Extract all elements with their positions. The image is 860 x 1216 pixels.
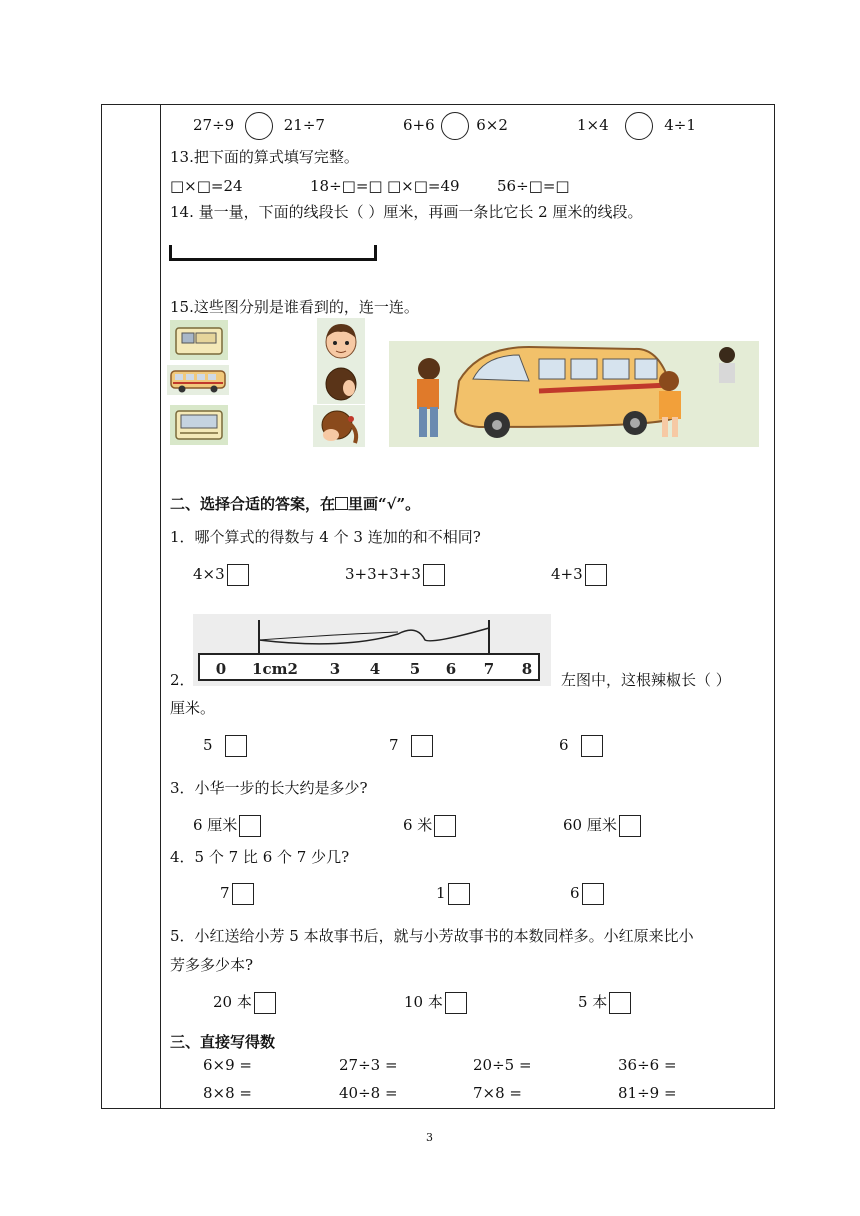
ruler-tick-label: 5 — [409, 660, 421, 678]
compare-a-right: 21÷7 — [283, 116, 325, 134]
page-number: 3 — [426, 1131, 433, 1144]
answer-box[interactable] — [582, 883, 604, 905]
ruler-tick-label: 6 — [445, 660, 457, 678]
calc-item: 81÷9 = — [618, 1084, 677, 1102]
ruler-tick-label: 0 — [215, 660, 227, 678]
s2-q4-option — [570, 883, 604, 905]
answer-box[interactable] — [585, 564, 607, 586]
answer-box[interactable] — [411, 735, 433, 757]
s2-q2-text: 左图中，这根辣椒长（ ） — [561, 671, 731, 689]
s2-q5-line1: 5．小红送给小芳 5 本故事书后，就与小芳故事书的本数同样多。小红原来比小 — [170, 927, 694, 945]
calc-item: 7×8 = — [473, 1084, 522, 1102]
option-label: 4+3 — [551, 565, 583, 583]
s2-q4-option — [220, 883, 254, 905]
q13-title: 13.把下面的算式填写完整。 — [170, 148, 359, 166]
section2-heading — [170, 493, 420, 514]
option-label: 5 — [203, 736, 213, 754]
compare-item-c — [577, 112, 696, 140]
compare-item-b — [403, 112, 508, 140]
section2-heading-c: ”。 — [396, 495, 421, 513]
bus-side-view-image[interactable] — [167, 365, 229, 395]
option-label: 6 厘米 — [193, 816, 238, 834]
worksheet-left-column — [101, 104, 161, 1109]
calc-item: 40÷8 = — [339, 1084, 398, 1102]
bus-top-view-image[interactable] — [170, 320, 228, 360]
s2-q3-option — [563, 814, 641, 837]
ruler-pepper-image — [193, 614, 551, 686]
ruler-tick-label: 3 — [329, 660, 341, 678]
s2-q3-option — [193, 814, 261, 837]
option-label: 10 本 — [404, 993, 443, 1011]
q13-item: 56÷□=□ — [497, 177, 570, 195]
girl-back-image[interactable] — [313, 405, 365, 447]
answer-box[interactable] — [254, 992, 276, 1014]
calc-item: 8×8 = — [203, 1084, 252, 1102]
option-label: 60 厘米 — [563, 816, 617, 834]
bus-front-view-image[interactable] — [170, 405, 228, 445]
s2-q2-option — [389, 735, 433, 757]
compare-c-right: 4÷1 — [664, 116, 696, 134]
calc-item: 20÷5 = — [473, 1056, 532, 1074]
q13-item: □×□=24 — [170, 177, 243, 195]
s2-q2-text-cont: 厘米。 — [170, 699, 216, 717]
q13-item: □×□=49 — [387, 177, 460, 195]
ruler-tick-label: 7 — [483, 660, 495, 678]
answer-box[interactable] — [232, 883, 254, 905]
boy-face-image[interactable] — [317, 318, 365, 362]
section3-heading: 三、直接写得数 — [170, 1033, 276, 1051]
ruler-tick-label: 1cm2 — [252, 660, 298, 678]
option-label: 6 — [570, 884, 580, 902]
option-label: 1 — [436, 884, 446, 902]
compare-b-left: 6+6 — [403, 116, 435, 134]
compare-b-right: 6×2 — [476, 116, 508, 134]
calc-item: 6×9 = — [203, 1056, 252, 1074]
s2-q1-option — [193, 564, 249, 586]
s2-q5-option — [404, 991, 467, 1014]
boy-side-image[interactable] — [317, 362, 365, 404]
option-label: 7 — [220, 884, 230, 902]
option-label: 3+3+3+3 — [345, 565, 421, 583]
s2-q5-option — [213, 991, 276, 1014]
calc-item: 27÷3 = — [339, 1056, 398, 1074]
calc-item: 36÷6 = — [618, 1056, 677, 1074]
bus-scene-image — [389, 341, 759, 447]
section2-heading-a: 二、选择合适的答案，在 — [170, 495, 336, 513]
q15-title: 15.这些图分别是谁看到的，连一连。 — [170, 298, 419, 316]
s2-q3-option — [403, 814, 456, 837]
compare-a-left: 27÷9 — [193, 116, 235, 134]
s2-q2-number: 2． — [170, 671, 195, 689]
answer-box[interactable] — [225, 735, 247, 757]
s2-q1-option — [551, 564, 607, 586]
q13-item: 18÷□=□ — [310, 177, 383, 195]
option-label: 6 米 — [403, 816, 433, 834]
answer-box[interactable] — [423, 564, 445, 586]
compare-circle-c[interactable] — [625, 112, 653, 140]
answer-box[interactable] — [434, 815, 456, 837]
s2-q5-option — [578, 991, 631, 1014]
s2-q3-text: 3．小华一步的长大约是多少? — [170, 779, 368, 797]
option-label: 7 — [389, 736, 399, 754]
answer-box[interactable] — [581, 735, 603, 757]
ruler-tick-label: 8 — [521, 660, 533, 678]
checkmark-icon: √ — [386, 495, 397, 513]
line-segment — [169, 245, 377, 261]
q14-text: 14. 量一量，下面的线段长（ ）厘米，再画一条比它长 2 厘米的线段。 — [170, 203, 643, 221]
checkbox-symbol-icon — [335, 497, 348, 510]
answer-box[interactable] — [239, 815, 261, 837]
compare-c-left: 1×4 — [577, 116, 609, 134]
ruler-tick-label: 4 — [369, 660, 381, 678]
answer-box[interactable] — [619, 815, 641, 837]
compare-item-a — [193, 112, 325, 140]
s2-q2-option — [559, 735, 603, 757]
section2-heading-b: 里画“ — [348, 495, 387, 513]
option-label: 4×3 — [193, 565, 225, 583]
s2-q4-text: 4．5 个 7 比 6 个 7 少几? — [170, 848, 350, 866]
answer-box[interactable] — [445, 992, 467, 1014]
s2-q1-option — [345, 564, 445, 586]
s2-q1-text: 1．哪个算式的得数与 4 个 3 连加的和不相同? — [170, 528, 481, 546]
answer-box[interactable] — [227, 564, 249, 586]
option-label: 5 本 — [578, 993, 608, 1011]
s2-q2-option — [203, 735, 247, 757]
s2-q4-option — [436, 883, 470, 905]
answer-box[interactable] — [448, 883, 470, 905]
option-label: 20 本 — [213, 993, 252, 1011]
compare-circle-b[interactable] — [441, 112, 469, 140]
s2-q5-line2: 芳多多少本? — [170, 956, 254, 974]
answer-box[interactable] — [609, 992, 631, 1014]
option-label: 6 — [559, 736, 569, 754]
compare-circle-a[interactable] — [245, 112, 273, 140]
